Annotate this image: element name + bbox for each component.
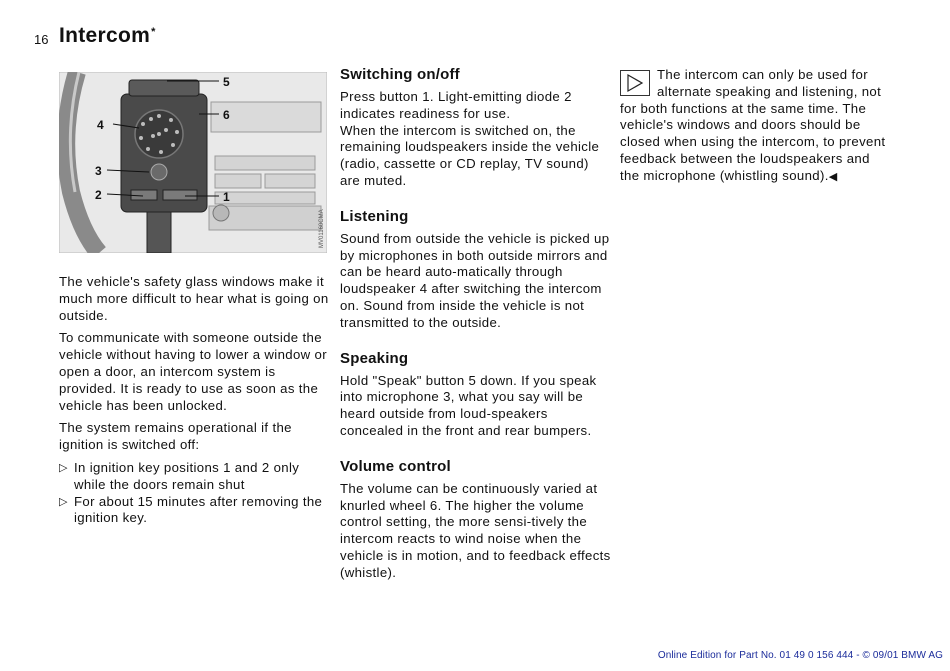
section-heading-speaking: Speaking	[340, 349, 409, 367]
callout-3: 3	[95, 164, 102, 178]
end-of-section-icon: ◀	[828, 170, 838, 183]
instructions-column	[340, 66, 612, 600]
note-triangle-icon	[620, 70, 650, 96]
page-number: 16	[34, 32, 49, 47]
intercom-illustration	[59, 72, 327, 253]
note-text: The intercom can only be used for alternate speaking and listening, not for both functions at the same time. The vehicle's windows and doors should be closed when using the intercom, to prevent feedback between the loudspeakers and the microphone (whistling sound).	[620, 67, 886, 183]
section-body-listening: Sound from outside the vehicle is picked up by microphones in both outside mirrors and can be heard auto-matically through loudspeaker 4 after switching the intercom on. Sound from inside the vehicle is not transmitted to the outside.	[340, 230, 610, 330]
section-body-speaking: Hold "Speak" button 5 down. If you speak into microphone 3, what you say will be heard outside from loud-speakers concealed in the front and rear bumpers.	[340, 372, 597, 438]
callout-4: 4	[97, 118, 104, 132]
note-column	[620, 67, 892, 186]
intro-paragraph-1: The vehicle's safety glass windows make it much more difficult to hear what is going on outside.	[59, 274, 329, 323]
section-heading-listening: Listening	[340, 207, 409, 225]
callout-1: 1	[223, 190, 230, 204]
list-item: ▷ For about 15 minutes after removing the ignition key.	[59, 493, 323, 526]
page-title	[59, 24, 156, 48]
intro-paragraph-3: The system remains operational if the ignition is switched off:	[59, 420, 292, 453]
title-asterisk: *	[151, 26, 156, 38]
page-title-text: Intercom	[59, 24, 151, 47]
conditions-list	[59, 460, 331, 527]
callout-5: 5	[223, 75, 230, 89]
list-item: ▷ In ignition key positions 1 and 2 only while the doors remain shut	[59, 459, 300, 492]
triangle-bullet-icon: ▷	[59, 461, 68, 474]
footer-edition: Online Edition for Part No. 01 49 0 156 444 - © 09/01 BMW AG	[657, 650, 943, 661]
intro-paragraph-2: To communicate with someone outside the vehicle without having to lower a window or open a door, an intercom system is provided. It is ready to use as soon as the vehicle has been unlocked.	[59, 330, 327, 413]
figure-code: MV01160CMA	[319, 209, 325, 248]
section-body-switching: Press button 1. Light-emitting diode 2 indicates readiness for use. When the intercom is switched on, the remaining loudspeakers inside the vehicle (radio, cassette or CD replay, TV sound) are muted.	[340, 89, 600, 188]
callout-2: 2	[95, 188, 102, 202]
section-body-volume: The volume can be continuously varied at knurled wheel 6. The higher the volume control setting, the more sensi-tively the intercom reacts to wind noise when the vehicle is in motion, and to feedback effects (whistle).	[340, 480, 611, 580]
section-heading-volume: Volume control	[340, 457, 451, 475]
callout-6: 6	[223, 108, 230, 122]
triangle-bullet-icon: ▷	[59, 495, 68, 508]
intro-column	[59, 274, 331, 527]
section-heading-switching: Switching on/off	[340, 66, 460, 83]
